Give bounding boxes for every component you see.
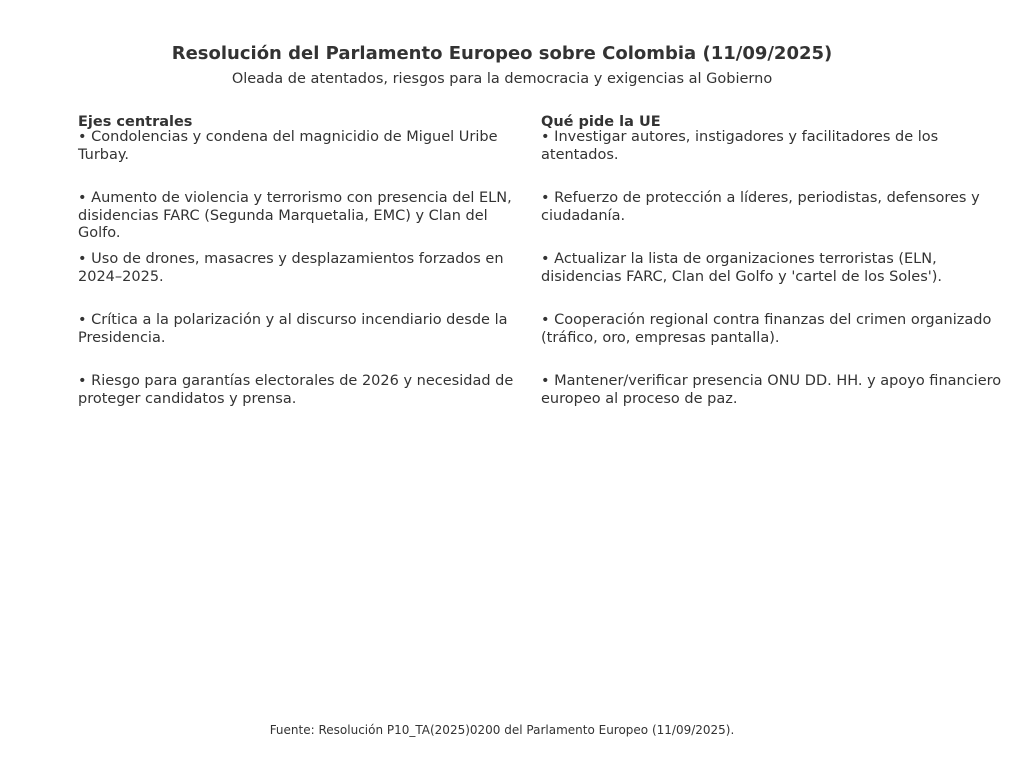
left-column-heading: Ejes centrales	[78, 114, 193, 130]
list-item: • Uso de drones, masacres y desplazamientos forzados en 2024–2025.	[78, 251, 504, 285]
list-item: • Condolencias y condena del magnicidio de Miguel Uribe Turbay.	[78, 129, 498, 163]
page-subtitle: Oleada de atentados, riesgos para la democracia y exigencias al Gobierno	[231, 71, 773, 87]
list-item: • Actualizar la lista de organizaciones terroristas (ELN, disidencias FARC, Clan del Golfo y 'cartel de los Soles').	[541, 251, 942, 285]
left-column	[78, 113, 533, 407]
list-item: • Investigar autores, instigadores y facilitadores de los atentados.	[541, 129, 939, 163]
list-item: • Aumento de violencia y terrorismo con presencia del ELN, disidencias FARC (Segunda Marquetalia, EMC) y Clan del Golfo.	[78, 190, 512, 241]
source-note: Fuente: Resolución P10_TA(2025)0200 del Parlamento Europeo (11/09/2025).	[269, 723, 735, 737]
list-item: • Refuerzo de protección a líderes, periodistas, defensores y ciudadanía.	[541, 190, 980, 224]
right-column	[541, 113, 1021, 407]
right-column-heading: Qué pide la UE	[541, 114, 661, 130]
page-title: Resolución del Parlamento Europeo sobre Colombia (11/09/2025)	[171, 43, 833, 64]
list-item: • Riesgo para garantías electorales de 2026 y necesidad de proteger candidatos y prensa.	[78, 373, 514, 407]
list-item: • Cooperación regional contra finanzas del crimen organizado (tráfico, oro, empresas pantalla).	[541, 312, 992, 346]
list-item: • Mantener/verificar presencia ONU DD. HH. y apoyo financiero europeo al proceso de paz.	[541, 373, 1002, 407]
list-item: • Crítica a la polarización y al discurso incendiario desde la Presidencia.	[78, 312, 508, 346]
